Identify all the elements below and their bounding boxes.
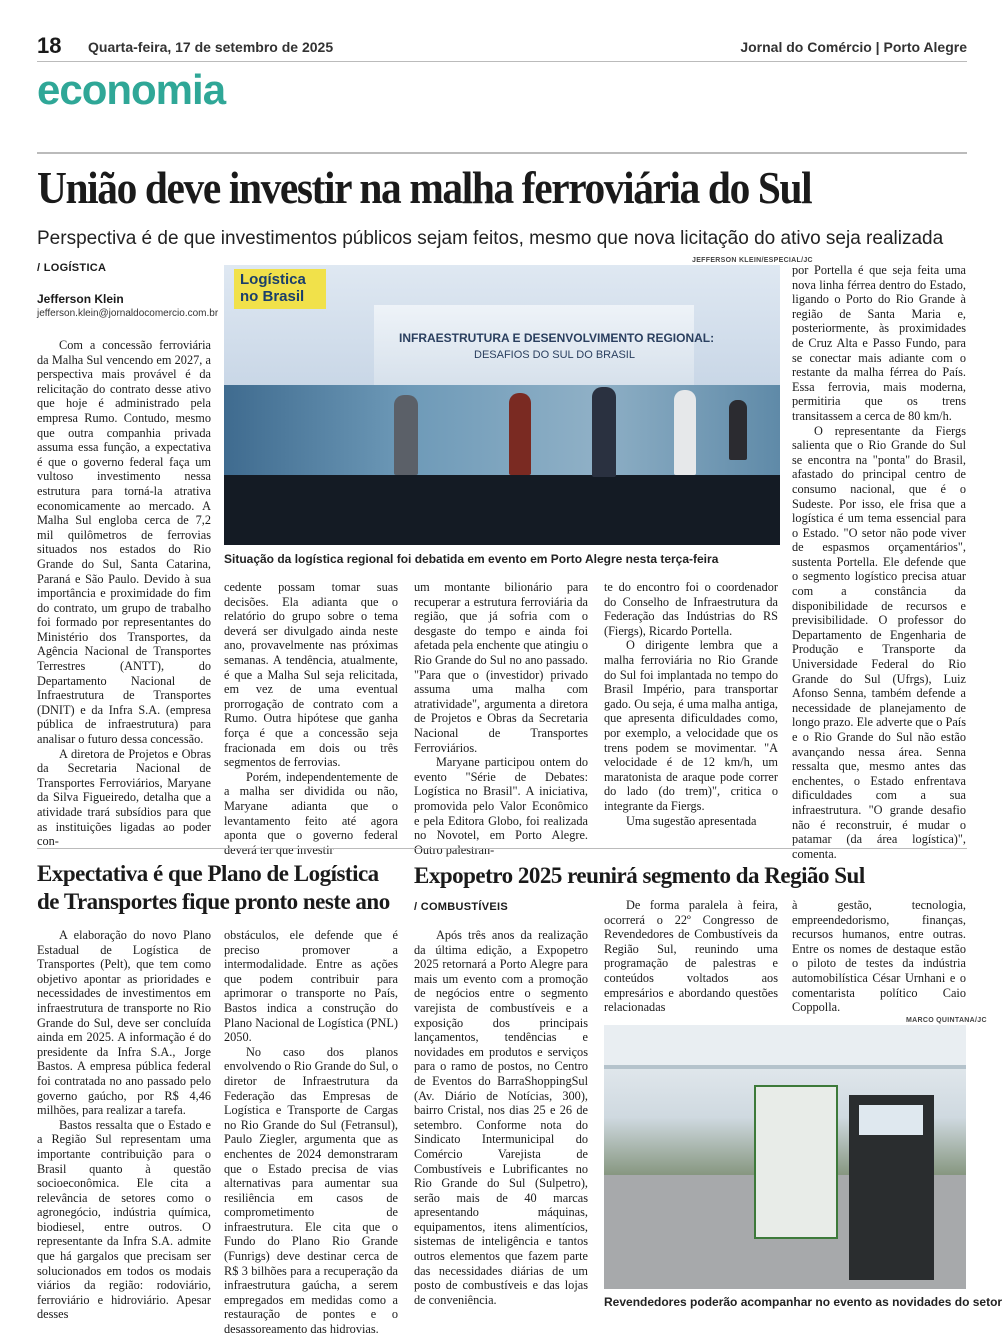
paragraph: Com a concessão ferroviária da Malha Sul vencendo em 2027, a perspectiva mais provável é da relicitação do contrato desse ativo que hoje é administrado pela empresa Rumo. Contudo, mesmo que outra companhia privada assuma essa função, a expectativa é que o governo federal faça um vultoso investimento nessa estrutura para torná-la atrativa economicamente ao mercado. A Malha Sul engloba cerca de 7,2 mil quilômetros de ferrovias situados nos estados do Rio Grande do Sul, Santa Catarina, Paraná e São Paulo. Devido à sua importância e proximidade do fim do contrato, um grupo de trabalho foi formado por representantes do Ministério dos Transportes, da Agência Nacional de Transportes Terrestres (ANTT), do Departamento Nacional de Infraestrutura de Transportes (DNIT) e da Infra S.A. (empresa pública de infraestrutura) para analisar o futuro dessa concessão.: [37, 338, 211, 747]
page-number: 18: [37, 33, 62, 58]
paragraph: um montante bilionário para recuperar a estrutura ferroviária da região, que já sofria com o desgaste do tempo e ainda foi afetada pela enchente que atingiu o Rio Grande do Sul no ano passado. "Para que o (investidor) privado assuma uma malha com atratividade", argumenta a diretora de Projetos e Obras da Secretaria Nacional de Transportes Ferroviários.: [414, 580, 588, 755]
paragraph: Após três anos da realização da última edição, a Expopetro 2025 retornará a Porto Alegre para mais um evento com a promoção de negócios entre o segmento varejista de combustíveis e a exposição dos principais lançamentos, tendências e novidades em produtos e serviços para o ramo de postos, no Centro de Eventos do BarraShoppingSul (Av. Diário de Notícias, 300), bairro Cristal, nos dias 25 e 26 de setembro. Conforme nota do Sindicato Intermunicipal do Comércio Varejista de Combustíveis e Lubrificantes no Rio Grande do Sul (Sulpetro), serão mais de 40 marcas apresentando máquinas, equipamentos, itens alimentícios, sistemas de inteligência e tantos outros elementos que fazem parte das necessidades diárias de um posto de combustíveis e das lojas de conveniência.: [414, 928, 588, 1307]
pump-display: [859, 1105, 923, 1135]
story3-column-1: [414, 928, 588, 1307]
paragraph: Bastos ressalta que o Estado e a Região Sul representam uma importante contribuição para o Brasil quanto à questão socioeconômica. Ele cita a relevância de setores como o agronegócio, indústria química, biodiesel, entre outros. O representante da Infra S.A. admite que há gargalos que precisam ser solucionados em todos os modais viários da região: rodoviário, ferroviário e hidroviário. Apesar desses: [37, 1117, 211, 1322]
paragraph: De forma paralela à feira, ocorrerá o 22º Congresso de Revendedores de Combustíveis da Região Sul, reunindo uma programação de palestras e conteúdos voltados aos empresários e abordando questões relacionadas: [604, 898, 778, 1015]
paragraph: No caso dos planos envolvendo o Rio Grande do Sul, o diretor de Infraestrutura da Federação das Empresas de Logística e Transporte de Cargas no Rio Grande do Sul (Fetransul), Paulo Ziegler, argumenta que as enchentes de 2024 demonstraram que o Estado precisa de vias alternativas para aumentar sua resiliência em casos de comprometimento de infraestrutura. Ele cita que o Fundo do Plano Rio Grande (Funrigs) deve destinar cerca de R$ 3 bilhões para a recuperação da infraestrutura gaúcha, a serem empregados em medidas como a restauração de pontes e o desassoreamento das hidrovias.: [224, 1044, 398, 1337]
stage-map-screen: [224, 385, 780, 475]
paragraph: por Portella é que seja feita uma nova linha férrea dentro do Estado, ligando o Porto do Rio Grande à região de Santa Maria e, posteriormente, às proximidades de Cruz Alta e Passo Fundo, para se conectar mais adiante com o restante da malha férrea do País. Essa ferrovia, mais moderna, permitiria que os trens transitassem a cerca de 80 km/h.: [792, 263, 966, 423]
speaker-figure: [394, 395, 418, 475]
story3-tag: / COMBUSTÍVEIS: [414, 901, 509, 913]
main-column-2: [224, 580, 398, 857]
speaker-figure: [592, 387, 616, 477]
speaker-figure: [729, 400, 747, 460]
main-column-4: [604, 580, 778, 828]
photo-credit: JEFFERSON KLEIN/ESPECIAL/JC: [692, 257, 813, 264]
speaker-figure: [674, 390, 696, 475]
story2-column-1: [37, 928, 211, 1322]
story-divider: [37, 848, 967, 849]
publication-name: Jornal do Comércio | Porto Alegre: [740, 39, 967, 55]
stage-subtitle: DESAFIOS DO SUL DO BRASIL: [474, 349, 635, 361]
paragraph: Porém, independentemente de a malha ser dividida ou não, Maryane adianta que o levantamento feito até agora aponta que o governo federal deverá ter que investir: [224, 769, 398, 857]
section-title: economia: [37, 66, 226, 113]
header-rule: [37, 61, 967, 62]
main-column-3: [414, 580, 588, 857]
event-photo: [224, 265, 780, 545]
section-rule: [37, 152, 967, 154]
paragraph: à gestão, tecnologia, empreendedorismo, finanças, recursos humanos, entre outras. Entre os nomes de destaque estão o piloto de testes da indústria automobilística César Urnhani e o comentarista político Caio Coppolla.: [792, 898, 966, 1015]
photo-caption: Revendedores poderão acompanhar no evento as novidades do setor: [604, 1295, 1003, 1309]
main-column-1: [37, 338, 211, 849]
author-name: Jefferson Klein: [37, 292, 124, 306]
paragraph: A diretora de Projetos e Obras da Secretaria Nacional de Transportes Ferroviários, Maryane da Silva Figueiredo, detalha que a atividade trará subsídios para que as instituições ligadas ao poder con-: [37, 746, 211, 849]
story2-column-2: [224, 928, 398, 1337]
author-email: jefferson.klein@jornaldocomercio.com.br: [37, 308, 219, 319]
speaker-figure: [509, 393, 531, 475]
paragraph: O dirigente lembra que a malha ferroviária no Rio Grande do Sul foi implantada no tempo do Brasil Império, para transportar gado. Ou seja, é uma malha antiga, que apresenta dificuldades como, por exemplo, a velocidade que os trens podem se movimentar. "A velocidade é de 12 km/h, um maratonista de araque pode correr do lado (do trem)", critica o integrante da Fiergs.: [604, 638, 778, 813]
story3-column-2: [604, 898, 778, 1015]
stage-floor: [224, 475, 780, 545]
photo-banner: Logística no Brasil: [234, 269, 326, 309]
photo-caption: Situação da logística regional foi debatida em evento em Porto Alegre nesta terça-feira: [224, 552, 719, 566]
story3-headline: Expopetro 2025 reunirá segmento da Região Sul: [414, 863, 865, 888]
paragraph: A elaboração do novo Plano Estadual de Logística de Transportes (Pelt), que tem como objetivo apontar as prioridades e necessidades de investimentos em infraestrutura de transporte no Rio Grande do Sul, deve ser concluída ainda em 2025. A informação é do presidente da Infra S.A., Jorge Bastos. A empresa pública federal foi contratada no ano passado pelo governo gaúcho, por R$ 4,46 milhões, para realizar a tarefa.: [37, 928, 211, 1118]
story3-column-3: [792, 898, 966, 1015]
canopy: [604, 1025, 966, 1069]
story2-headline: [37, 860, 407, 916]
paragraph: obstáculos, ele defende que é preciso promover a intermodalidade. Entre as ações que podem contribuir para aprimorar o transporte no País, Bastos indica a construção do Plano Nacional de Logística (PNL) 2050.: [224, 928, 398, 1045]
paragraph: cedente possam tomar suas decisões. Ela adianta que o relatório do grupo sobre o tema deverá ser divulgado ainda neste ano, provavelmente nas próximas semanas. A tendência, atualmente, é que a Malha Sul seja relicitada, em vez de uma eventual prorrogação de contrato com a Rumo. Outra hipótese que ganha força é que a concessão seja fracionada em dois ou três segmentos de ferrovias.: [224, 580, 398, 770]
issue-date: Quarta-feira, 17 de setembro de 2025: [88, 39, 334, 55]
paragraph: Uma sugestão apresentada: [626, 813, 757, 828]
gas-station-photo: [604, 1025, 966, 1289]
main-tag: / LOGÍSTICA: [37, 262, 107, 274]
stage-title: INFRAESTRUTURA E DESENVOLVIMENTO REGIONAL:: [399, 331, 715, 345]
photo-credit: MARCO QUINTANA/JC: [906, 1017, 987, 1024]
fuel-pump: [754, 1085, 838, 1239]
main-column-5: [792, 263, 966, 861]
paragraph: O representante da Fiergs salienta que o Rio Grande do Sul se encontra na "ponta" do Brasil, afastado do principal centro de consumo nacional, que é o Sudeste. Por isso, ele frisa que a logística é um tema essencial para o Estado. "O setor não pode viver de espasmos orçamentários", sustenta Portella. Ele defende que o segmento logístico precisa atuar com a constância da disponibilidade de recursos e previsibilidade. O professor do Departamento de Engenharia de Produção e Transporte da Universidade Federal do Rio Grande do Sul (Ufrgs), Luiz Afonso Senna, também defende a necessidade de planejamento de longo prazo. Ele adverte que o País e o Rio Grande do Sul não estão avançando nessa área. Senna ressalta que, mesmo antes das enchentes, o Estado enfrentava dificuldades com a sua infraestrutura. "O grande desafio não é reconstruir, é mudar o patamar (da área logística)", comenta.: [792, 423, 966, 861]
main-deck: Perspectiva é de que investimentos públicos sejam feitos, mesmo que nova licitação do ativo seja realizada: [37, 228, 944, 249]
story2-headline-line2: de Transportes fique pronto neste ano: [37, 889, 390, 914]
story2-headline-line1: Expectativa é que Plano de Logística: [37, 861, 379, 886]
paragraph: te do encontro foi o coordenador do Conselho de Infraestrutura da Federação das Indústrias do RS (Fiergs), Ricardo Portella.: [604, 580, 778, 638]
main-headline: União deve investir na malha ferroviária do Sul: [37, 163, 812, 213]
paragraph: Maryane participou ontem do evento "Série de Debates: Logística no Brasil". A iniciativa, promovida pelo Valor Econômico e pela Editora Globo, foi realizada no Novotel, em Porto Alegre. Outro palestran-: [414, 755, 588, 857]
